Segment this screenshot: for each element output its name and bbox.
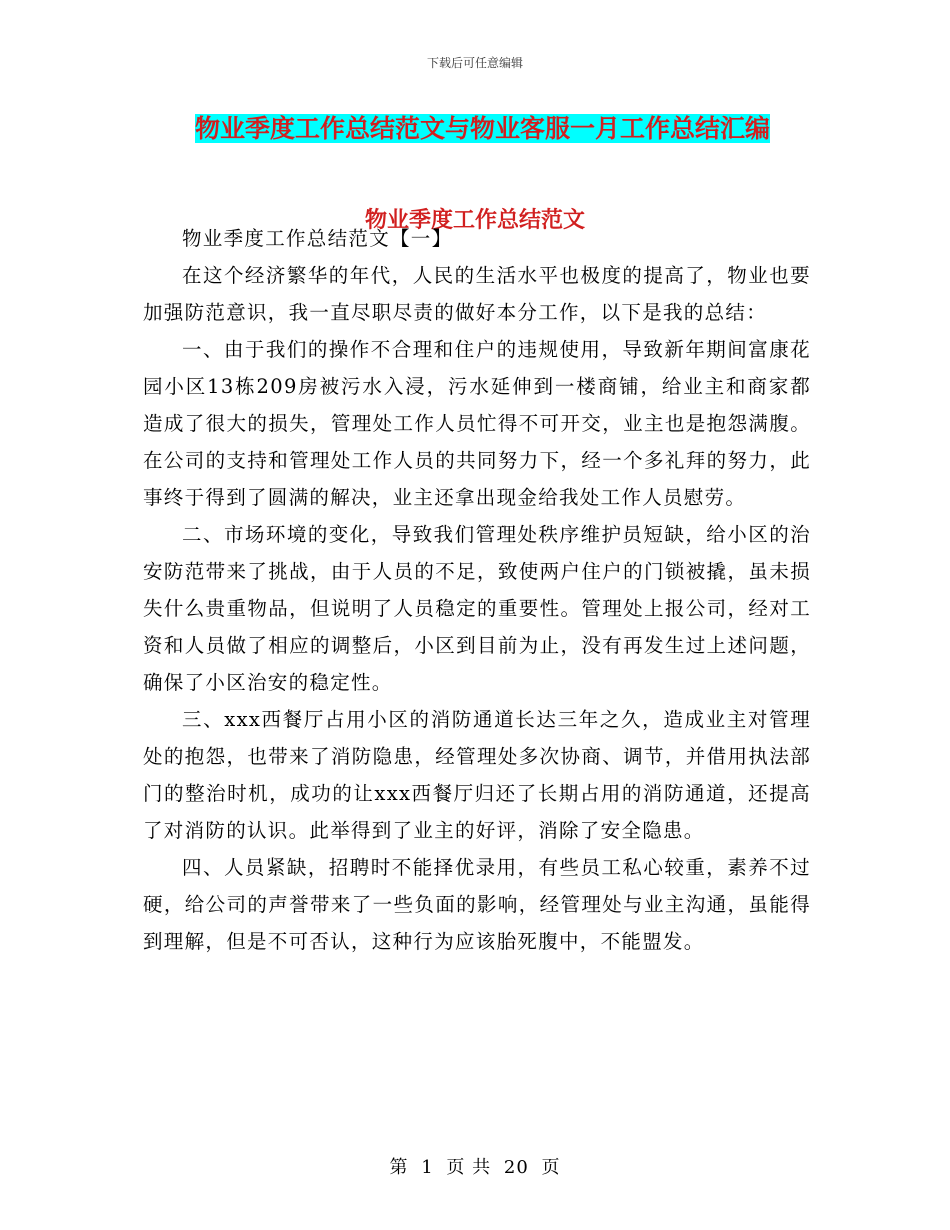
section-title: 物业季度工作总结范文	[364, 207, 585, 233]
document-body	[143, 220, 811, 960]
footer-page-number: 1	[421, 1157, 434, 1178]
subheading: 物业季度工作总结范文【一】	[182, 227, 453, 250]
document-title	[193, 112, 772, 146]
paragraph-4: 四、人员紧缺，招聘时不能择优录用，有些员工私心较重，素养不过硬，给公司的声誉带来了一些负面的影响，经管理处与业主沟通，虽能得到理解，但是不可否认，这种行为应该胎死腹中，不能盟发。	[143, 856, 811, 953]
paragraph-intro: 在这个经济繁华的年代，人民的生活水平也极度的提高了，物业也要加强防范意识，我一直尽职尽责的做好本分工作，以下是我的总结：	[143, 264, 811, 324]
page-footer	[0, 1153, 950, 1179]
footer-prefix: 第	[389, 1157, 409, 1178]
footer-suffix: 页	[541, 1157, 561, 1178]
paragraph-2: 二、市场环境的变化，导致我们管理处秩序维护员短缺，给小区的治安防范带来了挑战，由于人员的不足，致使两户住户的门锁被撬，虽未损失什么贵重物品，但说明了人员稳定的重要性。管理处上报公司，经对工资和人员做了相应的调整后，小区到目前为止，没有再发生过上述问题，确保了小区治安的稳定性。	[143, 523, 811, 694]
header-note: 下载后可任意编辑	[426, 56, 523, 70]
footer-total-pages: 20	[503, 1157, 529, 1178]
footer-middle: 页 共	[446, 1157, 492, 1178]
paragraph-1: 一、由于我们的操作不合理和住户的违规使用，导致新年期间富康花园小区13栋209房被污水入浸，污水延伸到一楼商铺，给业主和商家都造成了很大的损失，管理处工作人员忙得不可开交，业主也是抱怨满腹。在公司的支持和管理处工作人员的共同努力下，经一个多礼拜的努力，此事终于得到了圆满的解决，业主还拿出现金给我处工作人员慰劳。	[143, 338, 811, 509]
paragraph-3: 三、xxx西餐厅占用小区的消防通道长达三年之久，造成业主对管理处的抱怨，也带来了消防隐患，经管理处多次协商、调节，并借用执法部门的整治时机，成功的让xxx西餐厅归还了长期占用的消防通道，还提高了对消防的认识。此举得到了业主的好评，消除了安全隐患。	[143, 708, 811, 842]
document-title-text: 物业季度工作总结范文与物业客服一月工作总结汇编	[195, 114, 771, 143]
